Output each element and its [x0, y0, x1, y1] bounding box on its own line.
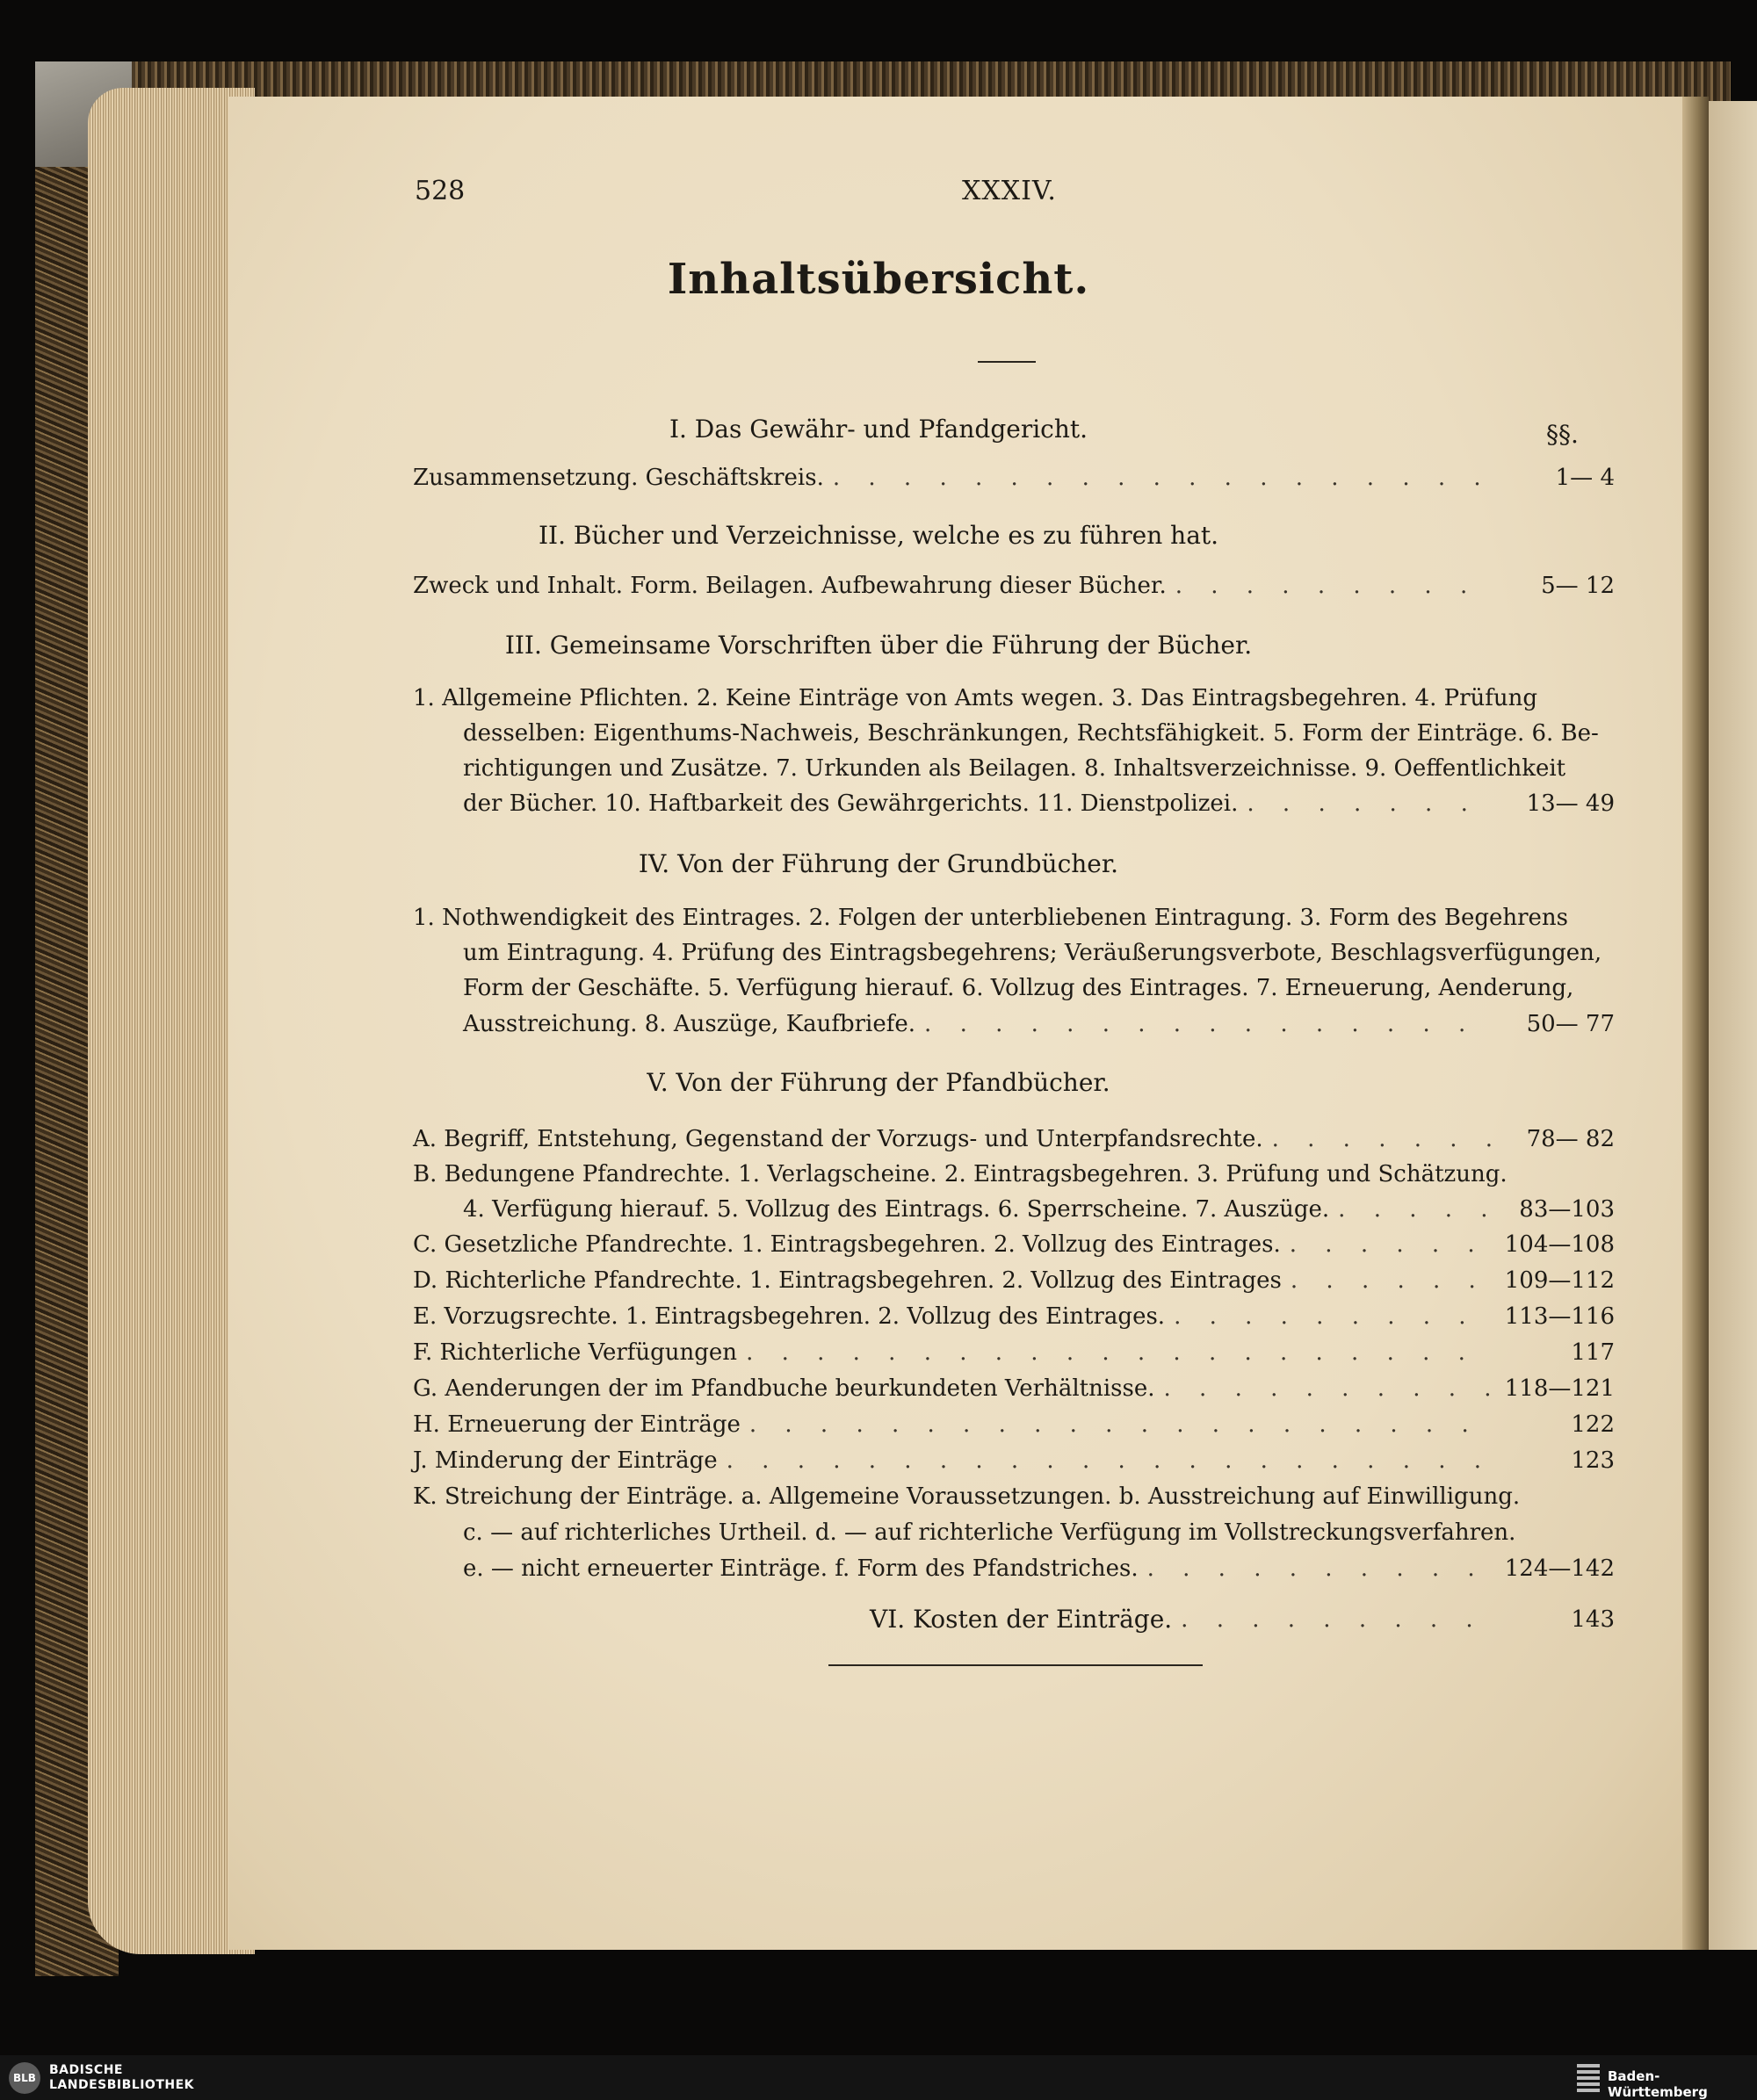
dot-leader [1164, 1371, 1492, 1406]
toc-entry-line [463, 935, 1615, 971]
end-divider [828, 1664, 1203, 1666]
toc-entry-text: D. Richterliche Pfandrechte. 1. Eintragsbegehren. 2. Vollzug des Eintrages [413, 1267, 1282, 1294]
toc-entry [413, 1371, 1615, 1406]
viewer-footer [0, 2055, 1757, 2100]
toc-entry-text: E. Vorzugsrechte. 1. Eintragsbegehren. 2. Vollzug des Eintrages. [413, 1303, 1166, 1330]
toc-entry-text: Zusammensetzung. Geschäftskreis. [413, 465, 824, 491]
toc-entry-text: 1. Allgemeine Pflichten. 2. Keine Einträge von Amts wegen. 3. Das Eintragsbegehren. 4. Prüfung [413, 685, 1538, 711]
toc-entry-line [463, 1515, 1615, 1550]
toc-entry-pages: 1— 4 [1555, 465, 1615, 491]
paragraph-mark-header: §§. [1546, 420, 1579, 449]
toc-entry-text: um Eintragung. 4. Prüfung des Eintragsbegehrens; Veräußerungsverbote, Beschlagsverfügungen, [463, 940, 1602, 966]
dot-leader [727, 1443, 1492, 1478]
library-logo-icon[interactable]: BLB [9, 2062, 40, 2094]
toc-entry [413, 1263, 1615, 1298]
section-heading-6-entry [870, 1602, 1615, 1637]
section-heading-5: V. Von der Führung der Pfandbücher. [647, 1068, 1110, 1097]
dot-leader [833, 460, 1492, 495]
page-number: 528 [415, 176, 466, 206]
toc-entry-pages: 5— 12 [1541, 573, 1615, 599]
dot-leader [1181, 1602, 1492, 1637]
toc-entry-text: G. Aenderungen der im Pfandbuche beurkundeten Verhältnisse. [413, 1375, 1155, 1402]
toc-entry [413, 1407, 1615, 1442]
dot-leader [1147, 1551, 1492, 1586]
toc-entry-text: desselben: Eigenthums-Nachweis, Beschränkungen, Rechtsfähigkeit. 5. Form der Einträge. 6. Be- [463, 720, 1599, 747]
state-coat-of-arms-icon[interactable] [1577, 2064, 1600, 2092]
toc-entry-pages: 109—112 [1504, 1267, 1615, 1294]
toc-entry-pages: 143 [1571, 1606, 1615, 1633]
toc-entry-line [413, 1479, 1615, 1514]
toc-entry-pages: 104—108 [1504, 1231, 1615, 1258]
book-gutter [1682, 97, 1709, 1950]
section-heading-1: I. Das Gewähr- und Pfandgericht. [669, 415, 1088, 444]
dot-leader [1272, 1122, 1492, 1157]
toc-entry-text: c. — auf richterliches Urtheil. d. — auf richterliche Verfügung im Vollstreckungsverfahren. [463, 1519, 1516, 1546]
toc-entry-pages: 117 [1571, 1339, 1615, 1366]
toc-entry-pages: 118—121 [1504, 1375, 1615, 1402]
toc-entry-pages: 50— 77 [1526, 1011, 1615, 1037]
toc-entry-line [463, 971, 1615, 1006]
toc-entry-text: B. Bedungene Pfandrechte. 1. Verlagscheine. 2. Eintragsbegehren. 3. Prüfung und Schätzung. [413, 1161, 1508, 1187]
title-divider [978, 361, 1036, 363]
dot-leader [746, 1335, 1492, 1370]
toc-entry-text: Zweck und Inhalt. Form. Beilagen. Aufbewahrung dieser Bücher. [413, 573, 1167, 599]
toc-entry-line [463, 1551, 1615, 1586]
toc-entry [413, 1122, 1615, 1157]
toc-entry-pages: 124—142 [1504, 1555, 1615, 1582]
toc-entry-line [413, 1157, 1615, 1192]
toc-entry-line [463, 1007, 1615, 1042]
library-name-line2: LANDESBIBLIOTHEK [49, 2078, 195, 2092]
toc-entry-text: K. Streichung der Einträge. a. Allgemeine Voraussetzungen. b. Ausstreichung auf Einwilligung. [413, 1483, 1521, 1510]
facing-page-edge [1709, 101, 1757, 1950]
toc-entry-text: der Bücher. 10. Haftbarkeit des Gewährgerichts. 11. Dienstpolizei. [463, 790, 1239, 817]
toc-entry-text: richtigungen und Zusätze. 7. Urkunden als Beilagen. 8. Inhaltsverzeichnisse. 9. Oeffentlichkeit [463, 755, 1566, 782]
toc-entry [413, 1335, 1615, 1370]
toc-entry [413, 1299, 1615, 1334]
toc-entry-pages: 78— 82 [1526, 1126, 1615, 1152]
state-name[interactable]: Baden-Württemberg [1608, 2068, 1708, 2100]
toc-entry-text: 4. Verfügung hierauf. 5. Vollzug des Eintrags. 6. Sperrscheine. 7. Auszüge. [463, 1196, 1330, 1223]
section-heading-6: VI. Kosten der Einträge. [870, 1605, 1173, 1634]
library-name[interactable] [49, 2063, 194, 2093]
toc-entry-line [463, 716, 1615, 751]
toc-entry-pages: 113—116 [1504, 1303, 1615, 1330]
toc-entry-pages: 13— 49 [1526, 790, 1615, 817]
dot-leader [1291, 1263, 1492, 1298]
toc-entry-text: Ausstreichung. 8. Auszüge, Kaufbriefe. [463, 1011, 916, 1037]
toc-entry [413, 1227, 1615, 1262]
toc-entry-pages: 83—103 [1519, 1196, 1615, 1223]
dot-leader [1338, 1192, 1492, 1227]
toc-entry-line [413, 681, 1615, 716]
toc-entry-text: Form der Geschäfte. 5. Verfügung hierauf. 6. Vollzug des Eintrages. 7. Erneuerung, Aenderung, [463, 975, 1574, 1001]
toc-entry-text: C. Gesetzliche Pfandrechte. 1. Eintragsbegehren. 2. Vollzug des Eintrages. [413, 1231, 1281, 1258]
toc-entry [413, 1443, 1615, 1478]
toc-entry-text: J. Minderung der Einträge [413, 1447, 718, 1474]
section-heading-2: II. Bücher und Verzeichnisse, welche es zu führen hat. [538, 521, 1219, 550]
section-heading-3: III. Gemeinsame Vorschriften über die Führung der Bücher. [504, 631, 1253, 660]
section-heading-4: IV. Von der Führung der Grundbücher. [638, 849, 1119, 878]
library-name-line1: BADISCHE [49, 2063, 123, 2077]
toc-entry-text: e. — nicht erneuerter Einträge. f. Form des Pfandstriches. [463, 1555, 1139, 1582]
dot-leader [1247, 786, 1492, 821]
running-head: XXXIV. [962, 176, 1057, 206]
dot-leader [1290, 1227, 1492, 1262]
toc-entry [413, 568, 1615, 603]
toc-entry-pages: 123 [1571, 1447, 1615, 1474]
toc-entry-text: 1. Nothwendigkeit des Eintrages. 2. Folgen der unterbliebenen Eintragung. 3. Form des Begehrens [413, 905, 1569, 931]
dot-leader [1175, 568, 1492, 603]
toc-entry-text: F. Richterliche Verfügungen [413, 1339, 738, 1366]
toc-entry-line [413, 900, 1615, 935]
toc-entry-text: A. Begriff, Entstehung, Gegenstand der Vorzugs- und Unterpfandsrechte. [413, 1126, 1263, 1152]
dot-leader [749, 1407, 1492, 1442]
dot-leader [924, 1007, 1492, 1042]
toc-entry-line [463, 786, 1615, 821]
dot-leader [1174, 1299, 1492, 1334]
toc-entry-text: H. Erneuerung der Einträge [413, 1411, 741, 1438]
toc-entry-pages: 122 [1571, 1411, 1615, 1438]
page-title: Inhaltsübersicht. [667, 255, 1090, 304]
toc-entry-line [463, 751, 1615, 786]
toc-entry-line [463, 1192, 1615, 1227]
toc-entry [413, 460, 1615, 495]
